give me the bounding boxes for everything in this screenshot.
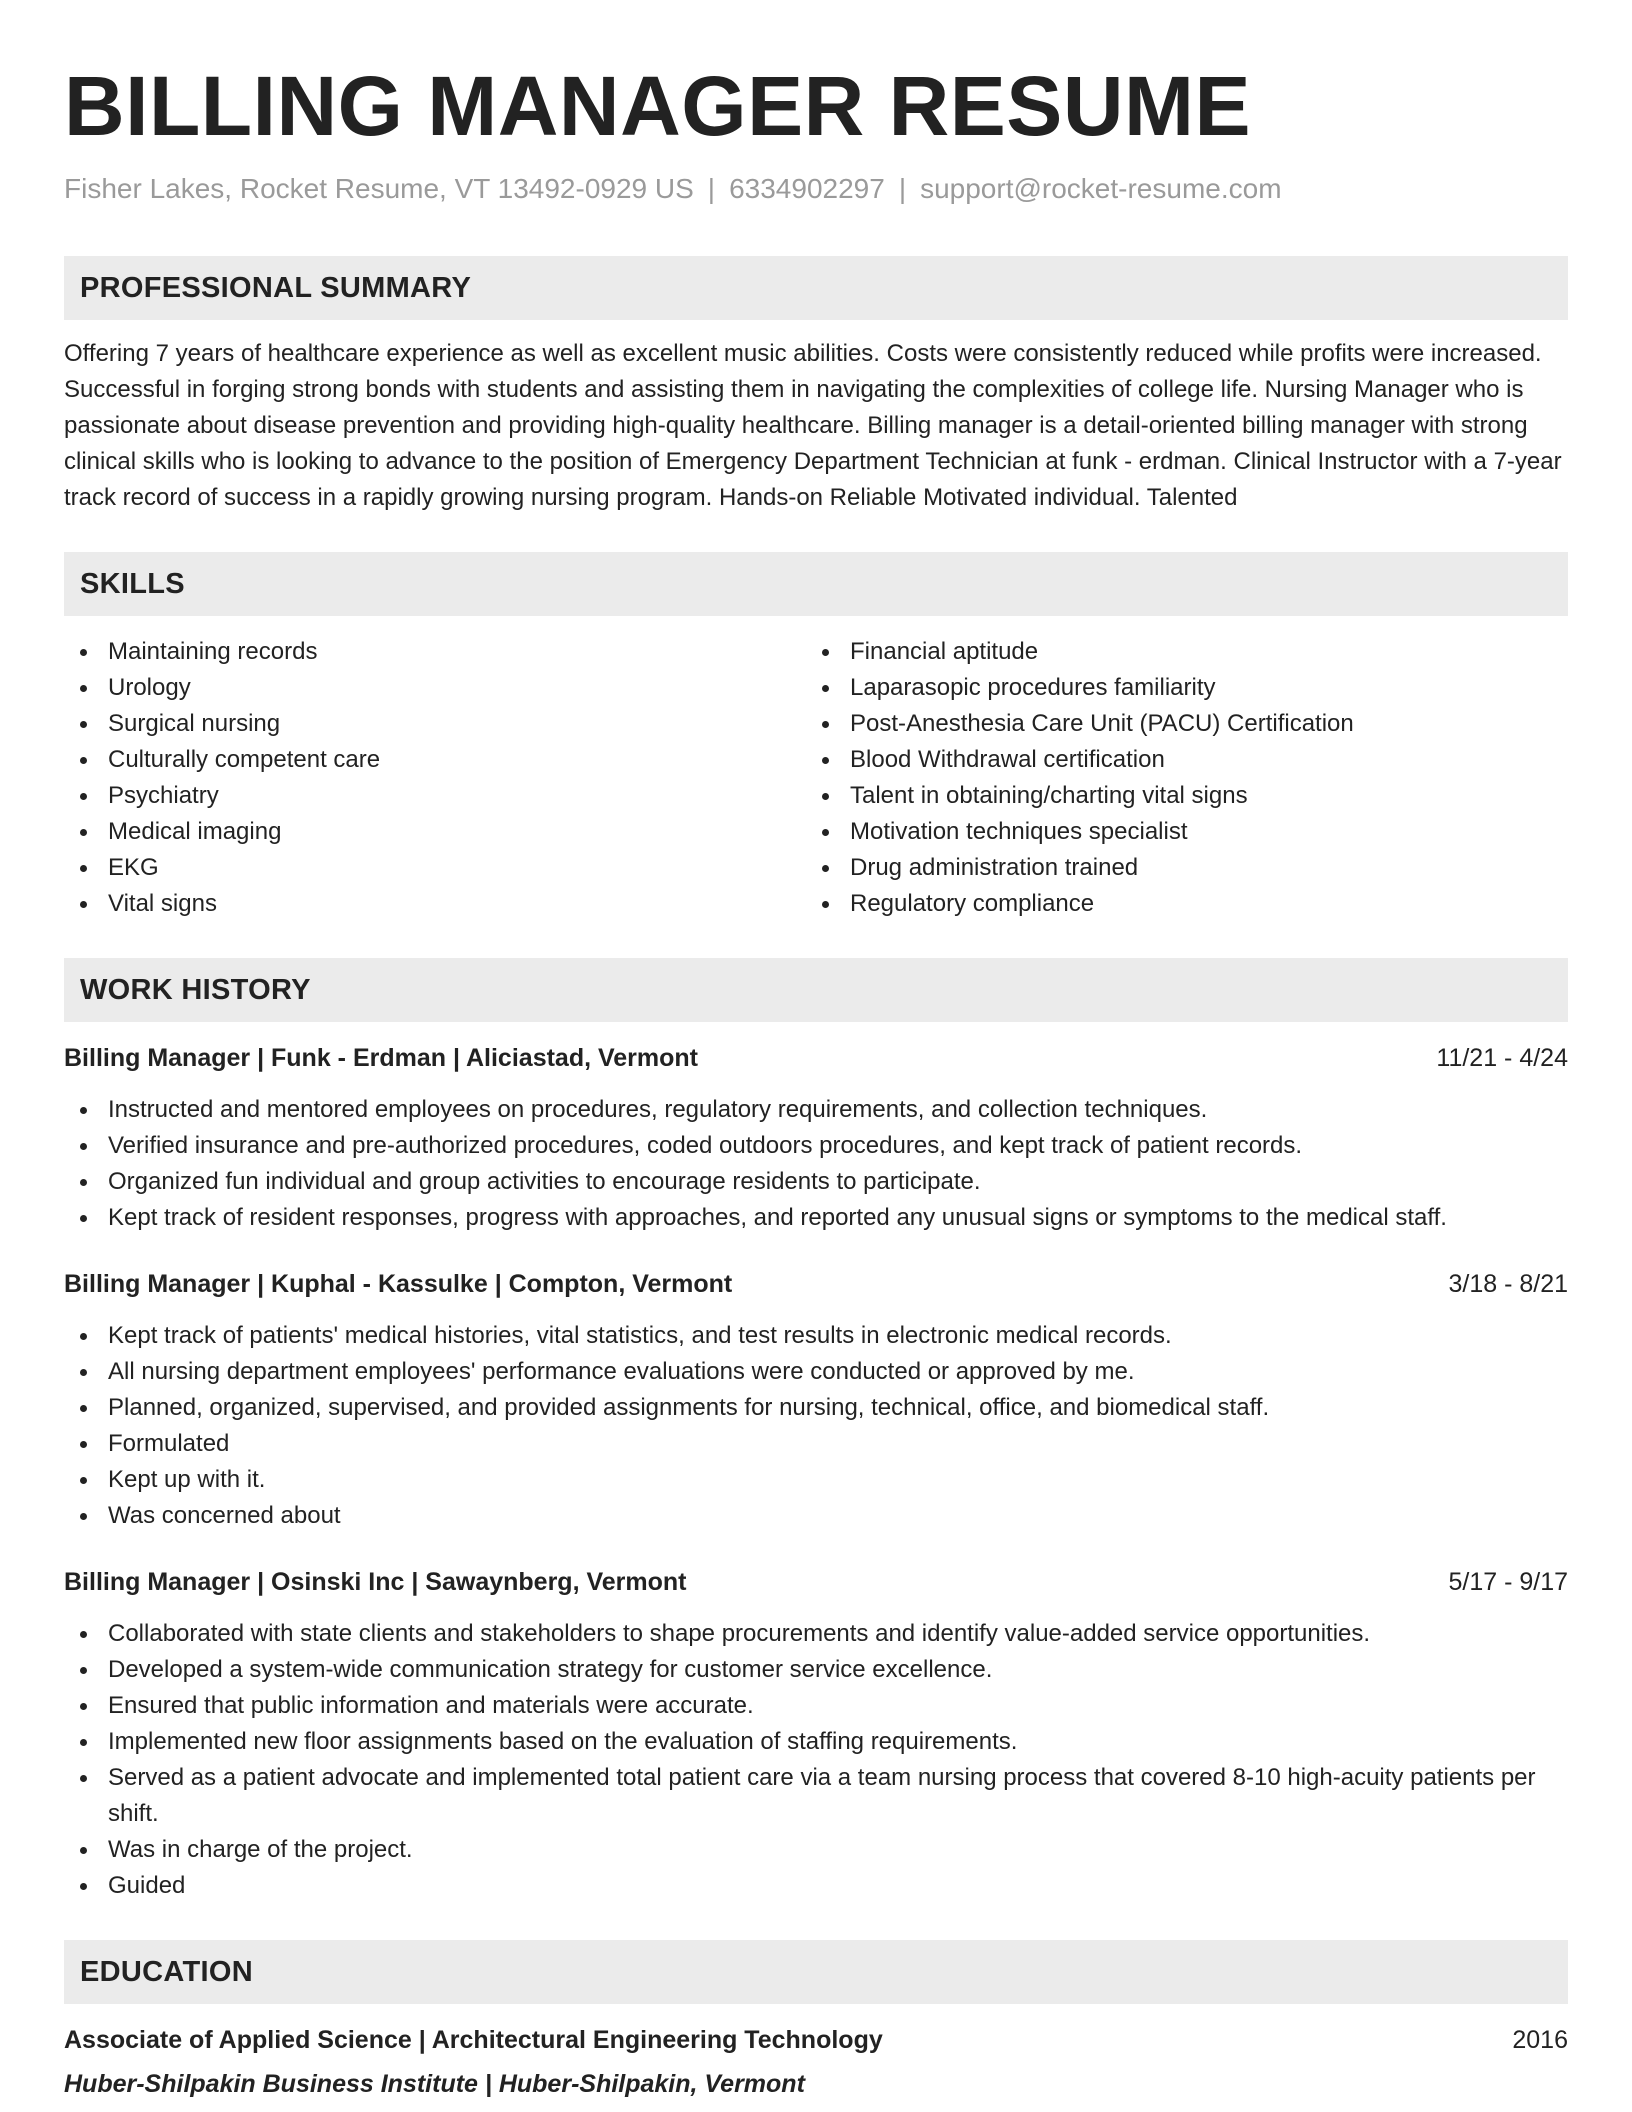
job-bullets (64, 1616, 1568, 1904)
job-dates: 3/18 - 8/21 (1448, 1270, 1568, 1298)
education-year: 2016 (1512, 2026, 1568, 2054)
skill-item: Laparasopic procedures familiarity (806, 670, 1568, 706)
job-bullet: Developed a system-wide communication strategy for customer service excellence. (64, 1652, 1568, 1688)
education-degree: Associate of Applied Science | Architectural Engineering Technology (64, 2026, 883, 2054)
contact-separator: | (898, 173, 907, 204)
skill-item: Maintaining records (64, 634, 806, 670)
job-bullets (64, 1318, 1568, 1534)
job-title: Billing Manager | Osinski Inc | Sawaynberg, Vermont (64, 1568, 687, 1596)
skill-item: Blood Withdrawal certification (806, 742, 1568, 778)
contact-email: support@rocket-resume.com (920, 173, 1282, 204)
job-header (64, 1040, 1568, 1076)
skills-column-left (64, 634, 806, 922)
skill-item: Medical imaging (64, 814, 806, 850)
job-bullet: Kept up with it. (64, 1462, 1568, 1498)
job-bullet: Implemented new floor assignments based on the evaluation of staffing requirements. (64, 1724, 1568, 1760)
job-bullets (64, 1092, 1568, 1236)
job-bullet: Planned, organized, supervised, and provided assignments for nursing, technical, office, and biomedical staff. (64, 1390, 1568, 1426)
job-bullet: Verified insurance and pre-authorized procedures, coded outdoors procedures, and kept track of patient records. (64, 1128, 1568, 1164)
job-bullet: Was concerned about (64, 1498, 1568, 1534)
contact-separator: | (707, 173, 716, 204)
job-entry (64, 1564, 1568, 1904)
skill-item: Post-Anesthesia Care Unit (PACU) Certification (806, 706, 1568, 742)
job-bullet: Instructed and mentored employees on procedures, regulatory requirements, and collection techniques. (64, 1092, 1568, 1128)
job-title: Billing Manager | Kuphal - Kassulke | Compton, Vermont (64, 1270, 733, 1298)
education-school: Huber-Shilpakin Business Institute | Huber-Shilpakin, Vermont (64, 2070, 805, 2098)
job-bullet: Kept track of patients' medical histories, vital statistics, and test results in electronic medical records. (64, 1318, 1568, 1354)
job-bullet: Ensured that public information and materials were accurate. (64, 1688, 1568, 1724)
job-entry (64, 1040, 1568, 1236)
contact-phone: 6334902297 (729, 173, 885, 204)
job-dates: 5/17 - 9/17 (1448, 1568, 1568, 1596)
skills-list (64, 634, 1568, 922)
skill-item: Financial aptitude (806, 634, 1568, 670)
contact-line (64, 172, 1568, 206)
skill-item: Drug administration trained (806, 850, 1568, 886)
skill-item: Talent in obtaining/charting vital signs (806, 778, 1568, 814)
resume-title: BILLING MANAGER RESUME (64, 59, 1251, 153)
section-header-skills: SKILLS (64, 552, 1568, 616)
education-header (64, 2022, 1568, 2058)
job-dates: 11/21 - 4/24 (1436, 1044, 1568, 1072)
summary-text: Offering 7 years of healthcare experience as well as excellent music abilities. Costs were consistently reduced while profits were increased. Successful in forging strong bonds with students and assisting them in navigating the complexities of college life. Nursing Manager who is passionate about disease prevention and providing high-quality healthcare. Billing manager is a detail-oriented billing manager with strong clinical skills who is looking to advance to the position of Emergency Department Technician at funk - erdman. Clinical Instructor with a 7-year track record of success in a rapidly growing nursing program. Hands-on Reliable Motivated individual. Talented (64, 340, 1562, 511)
job-bullet: All nursing department employees' performance evaluations were conducted or approved by me. (64, 1354, 1568, 1390)
job-bullet: Was in charge of the project. (64, 1832, 1568, 1868)
job-bullet: Served as a patient advocate and implemented total patient care via a team nursing process that covered 8-10 high-acuity patients per shift. (64, 1760, 1568, 1832)
skill-item: Regulatory compliance (806, 886, 1568, 922)
skills-column-right (806, 634, 1568, 922)
skill-item: Urology (64, 670, 806, 706)
job-header (64, 1564, 1568, 1600)
skill-item: Culturally competent care (64, 742, 806, 778)
job-bullet: Formulated (64, 1426, 1568, 1462)
section-header-summary: PROFESSIONAL SUMMARY (64, 256, 1568, 320)
job-bullet: Organized fun individual and group activities to encourage residents to participate. (64, 1164, 1568, 1200)
contact-address: Fisher Lakes, Rocket Resume, VT 13492-0929 US (64, 173, 694, 204)
education-entry (64, 2022, 1568, 2102)
job-bullet: Kept track of resident responses, progress with approaches, and reported any unusual signs or symptoms to the medical staff. (64, 1200, 1568, 1236)
job-entry (64, 1266, 1568, 1534)
skill-item: EKG (64, 850, 806, 886)
skill-item: Surgical nursing (64, 706, 806, 742)
job-header (64, 1266, 1568, 1302)
job-bullet: Guided (64, 1868, 1568, 1904)
skill-item: Motivation techniques specialist (806, 814, 1568, 850)
job-title: Billing Manager | Funk - Erdman | Aliciastad, Vermont (64, 1044, 699, 1072)
section-header-education: EDUCATION (64, 1940, 1568, 2004)
section-header-work-history: WORK HISTORY (64, 958, 1568, 1022)
skill-item: Vital signs (64, 886, 806, 922)
skill-item: Psychiatry (64, 778, 806, 814)
job-bullet: Collaborated with state clients and stakeholders to shape procurements and identify value-added service opportunities. (64, 1616, 1568, 1652)
